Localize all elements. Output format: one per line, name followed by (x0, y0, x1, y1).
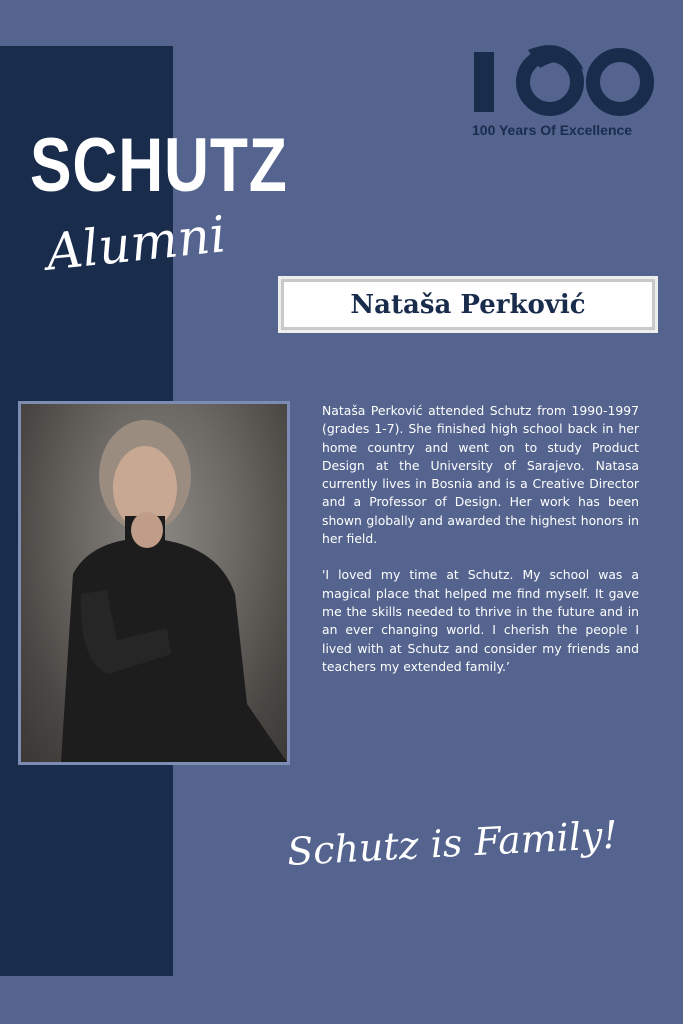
closing-tagline: Schutz is Family! (286, 812, 619, 874)
hundred-years-logo-icon (466, 40, 658, 120)
name-plate (278, 276, 658, 333)
centennial-logo (466, 40, 658, 140)
bio-paragraph-2: 'I loved my time at Schutz. My school was a magical place that helped me find myself. It gave me the skills needed to thrive in the future and in an ever changing world. I cherish the people I lived with at Schutz and consider my friends and teachers my extended family.’ (322, 567, 639, 674)
alumnus-photo (18, 401, 290, 765)
bio-paragraph-1: Nataša Perković attended Schutz from 1990-1997 (grades 1-7). She finished high school back in her home country and went on to study Product Design at the University of Sarajevo. Natasa currently lives in Bosnia and is a Creative Director and a Professor of Design. Her work has been shown globally and awarded the highest honors in her field. (322, 403, 639, 547)
brand-subtitle: Alumni (43, 205, 229, 282)
logo-tagline: 100 Years Of Excellence (472, 122, 633, 138)
portrait-photo-icon (21, 404, 287, 762)
bio-text (322, 402, 639, 694)
brand-title: SCHUTZ (30, 123, 288, 208)
alumnus-name: Nataša Perković (350, 289, 586, 320)
